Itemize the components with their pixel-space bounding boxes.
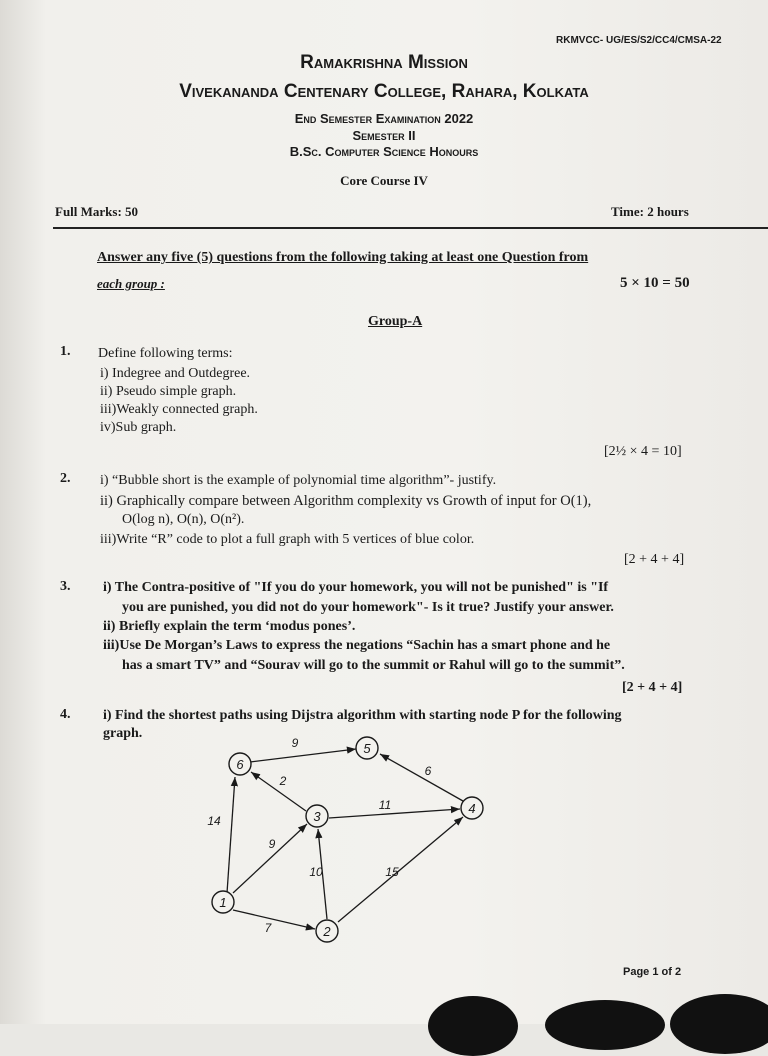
node-label: 3: [313, 809, 321, 824]
edge-2-4: [338, 817, 463, 922]
node-label: 2: [323, 924, 331, 939]
edge-3-4: [329, 809, 460, 818]
edge-1-3: [233, 824, 307, 893]
question-line: iii)Weakly connected graph.: [100, 402, 258, 417]
question-line: you are punished, you did not do your homework"- Is it true? Justify your answer.: [122, 600, 614, 615]
question-number: 4.: [60, 707, 71, 722]
institution-location: Vivekananda Centenary College, Rahara, Kolkata: [179, 81, 589, 102]
edge-3-6: [251, 772, 306, 811]
group-title: Group-A: [368, 314, 423, 329]
full-marks: Full Marks: 50: [55, 204, 139, 219]
question-line: iii)Write “R” code to plot a full graph with 5 vertices of blue color.: [100, 532, 475, 547]
question-line: iii)Use De Morgan’s Laws to express the negations “Sachin has a smart phone and he: [103, 638, 611, 653]
question-line: ii) Briefly explain the term ‘modus pones’.: [103, 619, 356, 634]
photo-shadow: [428, 996, 518, 1056]
question-line: i) Find the shortest paths using Dijstra algorithm with starting node P for the following: [103, 708, 622, 723]
paper-code: RKMVCC- UG/ES/S2/CC4/CMSA-22: [556, 35, 722, 46]
edge-weight: 10: [309, 865, 323, 879]
header-divider: [53, 227, 768, 229]
question-line: has a smart TV” and “Sourav will go to the summit or Rahul will go to the summit”.: [122, 658, 625, 673]
question-marks: [2½ × 4 = 10]: [604, 444, 682, 459]
question-line: O(log n), O(n), O(n²).: [122, 512, 245, 527]
edge-weight: 11: [378, 798, 392, 812]
semester: Semester II: [352, 128, 416, 143]
edge-weight: 6: [424, 764, 432, 778]
node-label: 4: [468, 801, 476, 816]
question-marks: [2 + 4 + 4]: [624, 552, 685, 567]
edge-weight: 2: [279, 774, 287, 788]
edge-4-5: [380, 754, 463, 801]
institution-name: Ramakrishna Mission: [300, 52, 468, 73]
photo-shadow: [670, 994, 768, 1054]
question-number: 1.: [60, 344, 71, 359]
question-line: Define following terms:: [98, 346, 233, 361]
question-line: ii) Pseudo simple graph.: [100, 384, 237, 399]
question-marks: [2 + 4 + 4]: [622, 680, 683, 695]
exam-time: Time: 2 hours: [611, 204, 689, 219]
question-line: i) The Contra-positive of "If you do your homework, you will not be punished" is "If: [103, 580, 609, 595]
course-title: Core Course IV: [340, 173, 428, 188]
node-label: 6: [236, 757, 244, 772]
programme: B.Sc. Computer Science Honours: [289, 144, 479, 159]
exam-title: End Semester Examination 2022: [294, 111, 474, 126]
question-number: 2.: [60, 471, 71, 486]
question-number: 3.: [60, 579, 71, 594]
weighted-directed-graph: [195, 735, 505, 950]
instruction-line-2: each group :: [97, 276, 165, 291]
node-label: 5: [363, 741, 371, 756]
page-number: Page 1 of 2: [623, 966, 682, 978]
instruction-line-1: Answer any five (5) questions from the following taking at least one Question from: [97, 250, 589, 265]
photo-shadow: [545, 1000, 665, 1050]
edge-weight: 9: [291, 736, 299, 750]
question-line: iv)Sub graph.: [100, 420, 177, 435]
edge-weight: 7: [264, 921, 272, 935]
edge-weight: 9: [268, 837, 276, 851]
question-line: graph.: [103, 726, 143, 741]
edge-1-6: [227, 777, 235, 893]
edge-weight: 15: [385, 865, 399, 879]
question-line: ii) Graphically compare between Algorithm complexity vs Growth of input for O(1),: [100, 493, 592, 509]
edge-1-2: [233, 910, 315, 929]
edge-weight: 14: [207, 814, 221, 828]
question-line: i) Indegree and Outdegree.: [100, 366, 251, 381]
edge-6-5: [250, 749, 356, 762]
total-marks: 5 × 10 = 50: [620, 275, 690, 291]
question-line: i) “Bubble short is the example of polynomial time algorithm”- justify.: [100, 473, 497, 488]
node-label: 1: [219, 895, 227, 910]
